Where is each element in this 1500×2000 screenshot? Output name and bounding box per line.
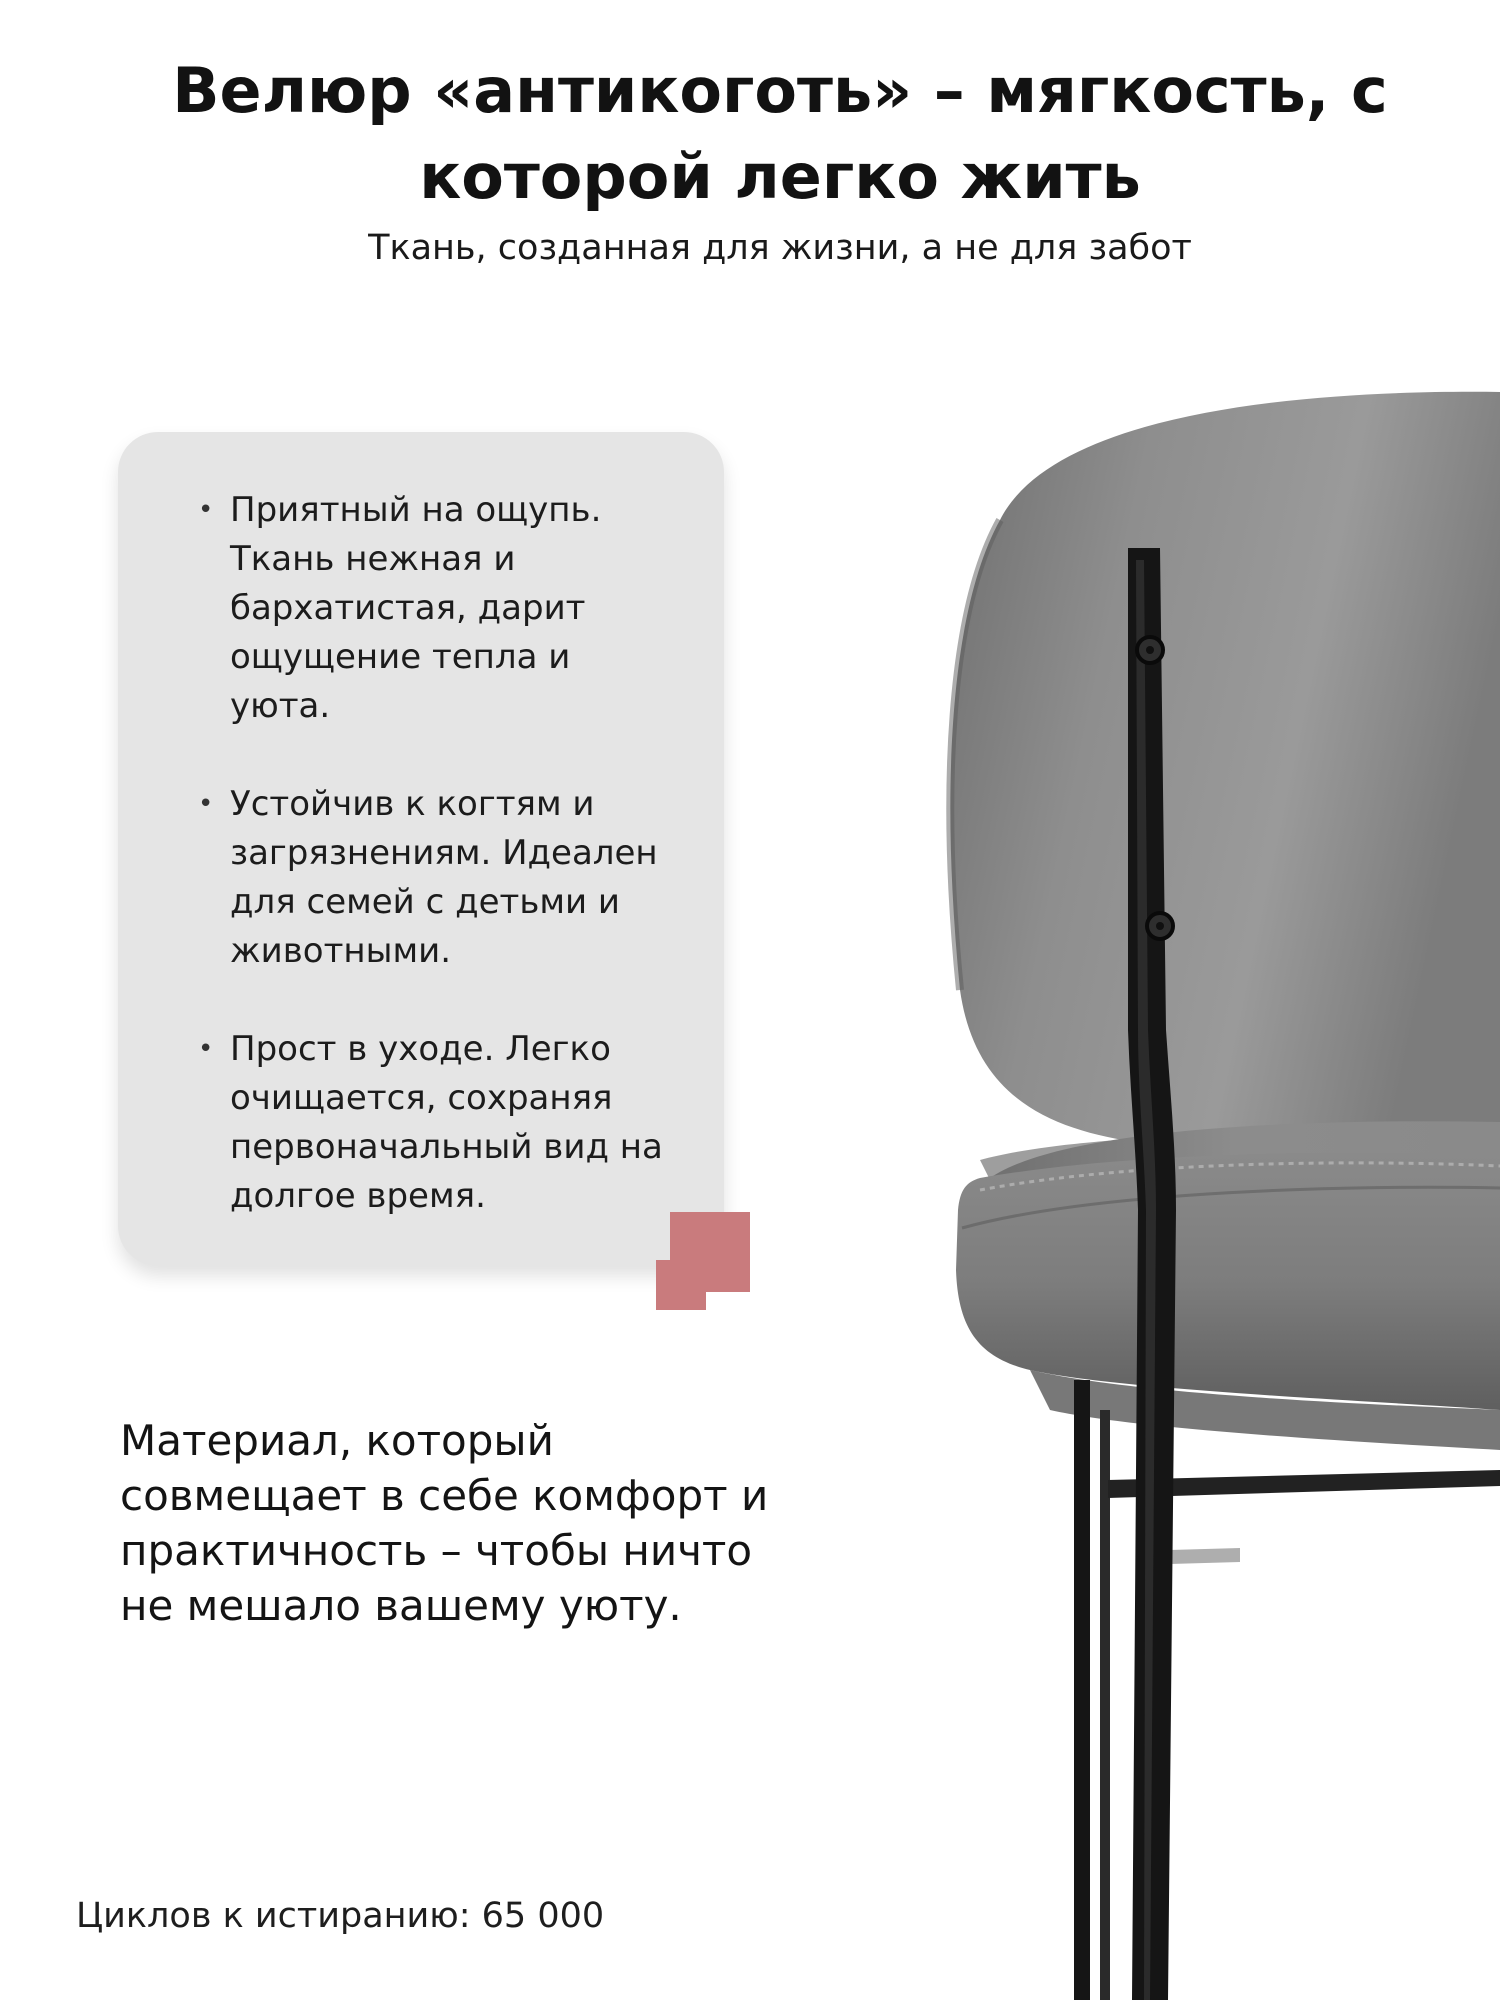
feature-text: Приятный на ощупь. Ткань нежная и бархатистая, дарит ощущение тепла и уюта. <box>230 490 602 726</box>
feature-item-soft <box>196 486 664 731</box>
page-subtitle: Ткань, созданная для жизни, а не для забот <box>368 228 1192 268</box>
feature-text: Прост в уходе. Легко очищается, сохраняя первоначальный вид на долгое время. <box>230 1029 663 1216</box>
feature-item-resistant <box>196 780 664 976</box>
accent-square-bottom <box>656 1260 706 1310</box>
page-title: Велюр «антикоготь» – мягкость, с которой легко жить <box>172 54 1388 213</box>
bullet-icon: • <box>198 495 214 525</box>
bullet-icon: • <box>198 1034 214 1064</box>
feature-text: Устойчив к когтям и загрязнениям. Идеален для семей с детьми и животными. <box>230 784 658 971</box>
features-list <box>196 486 664 1221</box>
chair-photo <box>940 370 1500 2000</box>
features-card <box>118 432 724 1266</box>
bullet-icon: • <box>198 789 214 819</box>
summary-text: Материал, который совмещает в себе комфорт и практичность – чтобы ничто не мешало вашему уюту. <box>120 1416 769 1630</box>
abrasion-cycles: Циклов к истиранию: 65 000 <box>76 1896 605 1936</box>
feature-item-care <box>196 1025 664 1221</box>
